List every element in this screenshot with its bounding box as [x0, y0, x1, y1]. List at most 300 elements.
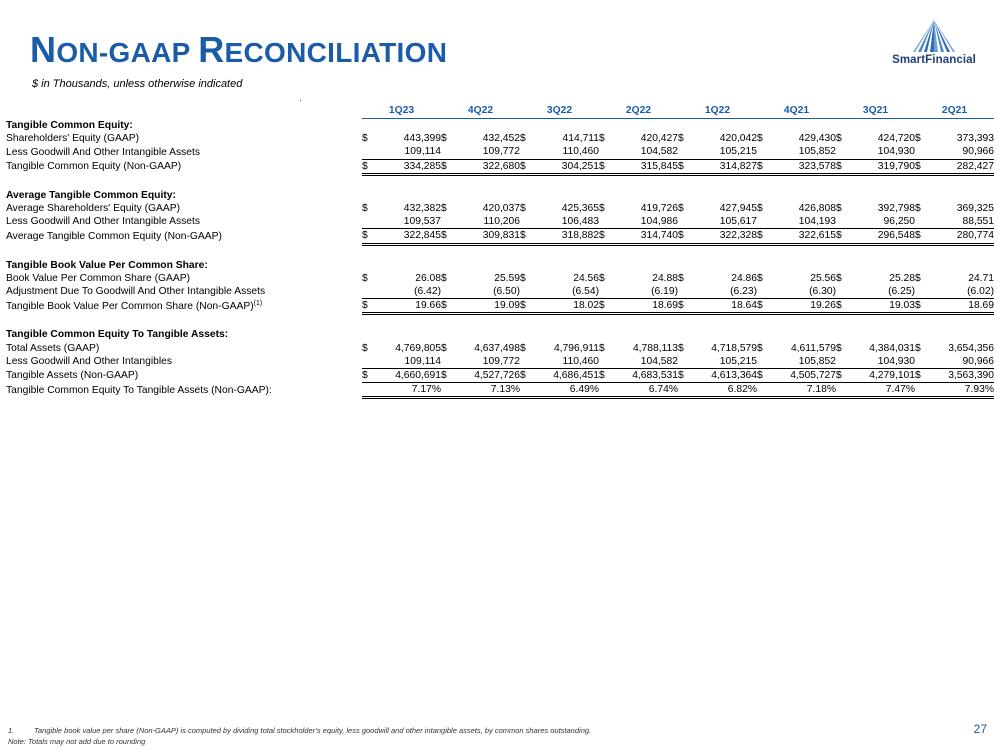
currency-symbol	[599, 285, 610, 299]
value-cell: 6.74%	[610, 383, 678, 398]
value-cell: 109,114	[373, 145, 441, 159]
column-header: 1Q23	[362, 104, 441, 119]
rounding-note: Note: Totals may not add due to rounding	[8, 737, 146, 746]
empty-cell	[836, 189, 847, 202]
value-cell: 419,726	[640, 203, 678, 214]
value-cell: 429,430	[798, 133, 836, 145]
empty-cell	[610, 189, 678, 202]
row-label-text: Total Assets (GAAP)	[6, 342, 100, 354]
currency-symbol: $	[757, 229, 768, 244]
row-label-text: Average Shareholders' Equity (GAAP)	[6, 203, 181, 214]
value-cell: 90,966	[926, 145, 994, 159]
currency-symbol	[757, 383, 768, 398]
empty-cell	[757, 328, 768, 341]
empty-cell	[915, 328, 926, 341]
section-header-row	[6, 259, 994, 272]
empty-cell	[373, 119, 441, 133]
currency-symbol: $	[441, 133, 447, 145]
value-cell: 4,769,805	[395, 342, 441, 354]
currency-symbol: $	[599, 229, 610, 244]
currency-symbol	[836, 355, 847, 369]
currency-symbol: $	[441, 203, 447, 214]
value-cell: 19.09	[452, 299, 520, 314]
currency-symbol	[678, 145, 689, 159]
value-cell: 4,279,101	[847, 369, 915, 383]
value-cell: 443,399	[403, 133, 441, 145]
empty-cell	[926, 259, 994, 272]
value-cell: 7.93%	[926, 383, 994, 398]
value-cell: (6.50)	[452, 285, 520, 299]
empty-cell	[520, 328, 531, 341]
value-cell: 88,551	[926, 215, 994, 229]
value-cell: 7.13%	[452, 383, 520, 398]
column-header: 2Q22	[599, 104, 678, 119]
currency-symbol	[362, 355, 373, 369]
section-header-row	[6, 328, 994, 341]
row-label-text: Adjustment Due To Goodwill And Other Intangible Assets	[6, 286, 266, 298]
currency-symbol: $	[599, 133, 605, 145]
currency-symbol: $	[678, 342, 684, 354]
empty-cell	[362, 119, 373, 133]
currency-symbol	[678, 215, 689, 229]
value-cell: 309,831	[452, 229, 520, 244]
currency-symbol: $	[520, 369, 531, 383]
row-label	[6, 215, 362, 229]
currency-symbol	[362, 383, 373, 398]
currency-symbol	[441, 355, 452, 369]
currency-symbol	[915, 215, 926, 229]
currency-symbol: $	[362, 369, 373, 383]
row-label	[6, 328, 362, 341]
empty-cell	[915, 119, 926, 133]
empty-cell	[373, 328, 441, 341]
empty-cell	[441, 328, 452, 341]
currency-symbol: $	[362, 203, 368, 214]
empty-cell	[520, 259, 531, 272]
row-label-text: Tangible Assets (Non-GAAP)	[6, 370, 139, 382]
value-cell: 420,037	[482, 203, 520, 214]
empty-cell	[373, 189, 441, 202]
value-cell: 369,325	[956, 203, 994, 214]
value-cell: 282,427	[926, 159, 994, 174]
value-cell: 110,206	[452, 215, 520, 229]
currency-symbol: $	[441, 229, 452, 244]
spacer-cell	[6, 174, 994, 189]
row-label-text: Less Goodwill And Other Intangibles	[6, 356, 172, 368]
value-cell: 109,772	[452, 145, 520, 159]
empty-cell	[610, 328, 678, 341]
empty-cell	[678, 119, 689, 133]
value-cell: 105,215	[689, 145, 757, 159]
table-row	[6, 342, 994, 355]
currency-symbol: $	[836, 299, 847, 314]
column-header: 4Q21	[757, 104, 836, 119]
currency-symbol: $	[520, 133, 526, 145]
currency-symbol: $	[362, 272, 368, 284]
row-label-text: Less Goodwill And Other Intangible Assets	[6, 146, 201, 158]
value-cell: 109,114	[373, 355, 441, 369]
value-cell: 24.71	[968, 272, 994, 284]
value-cell: 432,382	[403, 203, 441, 214]
currency-symbol: $	[678, 159, 689, 174]
value-cell: 19.66	[373, 299, 441, 314]
currency-symbol: $	[599, 203, 605, 214]
row-label	[6, 369, 362, 383]
footnote-marker: (1)	[253, 299, 263, 307]
table-row	[6, 132, 994, 145]
spacer-cell	[6, 244, 994, 259]
value-cell: 4,613,364	[689, 369, 757, 383]
value-cell: 414,711	[562, 133, 599, 145]
value-cell: 26.08	[415, 272, 441, 284]
currency-symbol	[362, 215, 373, 229]
page-subtitle: $ in Thousands, unless otherwise indicated	[32, 78, 243, 90]
currency-symbol: $	[836, 133, 842, 145]
value-cell: 432,452	[482, 133, 520, 145]
value-cell: 96,250	[847, 215, 915, 229]
empty-cell	[531, 119, 599, 133]
row-label-text: Shareholders' Equity (GAAP)	[6, 133, 140, 145]
currency-symbol: $	[599, 342, 605, 354]
currency-symbol: $	[678, 369, 689, 383]
value-cell: 4,660,691	[373, 369, 441, 383]
currency-symbol: $	[757, 299, 768, 314]
row-label-text: Tangible Book Value Per Common Share:	[6, 259, 208, 271]
value-cell: 4,683,531	[610, 369, 678, 383]
currency-symbol	[915, 285, 926, 299]
row-label-text: Average Tangible Common Equity:	[6, 189, 176, 201]
value-cell: 4,611,579	[790, 342, 836, 354]
currency-symbol	[757, 145, 768, 159]
empty-cell	[689, 189, 757, 202]
currency-symbol: $	[678, 229, 689, 244]
currency-symbol: $	[915, 203, 921, 214]
value-cell: 7.18%	[768, 383, 836, 398]
value-cell: 7.47%	[847, 383, 915, 398]
empty-cell	[599, 328, 610, 341]
empty-cell	[520, 189, 531, 202]
currency-symbol	[757, 215, 768, 229]
value-cell: 4,796,911	[553, 342, 599, 354]
column-header: 2Q21	[915, 104, 994, 119]
empty-cell	[373, 259, 441, 272]
empty-cell	[610, 119, 678, 133]
row-label	[6, 119, 362, 133]
row-label	[6, 259, 362, 272]
currency-symbol	[520, 383, 531, 398]
value-cell: (6.25)	[847, 285, 915, 299]
section-header-row	[6, 119, 994, 133]
row-label	[6, 272, 362, 285]
value-cell: 314,740	[610, 229, 678, 244]
column-header: 3Q22	[520, 104, 599, 119]
currency-symbol: $	[520, 159, 531, 174]
empty-cell	[926, 189, 994, 202]
value-cell: 427,945	[719, 203, 757, 214]
currency-symbol: $	[757, 369, 768, 383]
footnote-number: 1.	[8, 726, 15, 735]
value-cell: 420,427	[640, 133, 678, 145]
title-part: -GAAP	[98, 37, 199, 68]
currency-symbol: $	[362, 159, 373, 174]
spacer-row	[6, 314, 994, 329]
empty-cell	[768, 119, 836, 133]
spacer-cell	[6, 314, 994, 329]
currency-symbol	[757, 285, 768, 299]
empty-cell	[689, 259, 757, 272]
currency-symbol: $	[915, 229, 926, 244]
value-cell: 6.49%	[531, 383, 599, 398]
currency-symbol	[520, 145, 531, 159]
value-cell: 104,582	[610, 145, 678, 159]
row-label-text: Tangible Book Value Per Common Share (Non-GAAP)	[6, 300, 254, 312]
value-cell: 314,827	[689, 159, 757, 174]
logo-text: SmartFinancial	[892, 54, 976, 66]
currency-symbol: $	[757, 203, 763, 214]
value-cell: 18.69	[926, 299, 994, 314]
currency-symbol: $	[520, 203, 526, 214]
value-cell: 104,986	[610, 215, 678, 229]
currency-symbol: $	[915, 272, 921, 284]
currency-symbol	[599, 215, 610, 229]
table-row	[6, 355, 994, 369]
value-cell: 25.56	[810, 272, 836, 284]
currency-symbol: $	[520, 342, 526, 354]
value-cell: 373,393	[956, 133, 994, 145]
currency-symbol	[678, 355, 689, 369]
currency-symbol: $	[362, 133, 368, 145]
currency-symbol: $	[915, 159, 926, 174]
empty-cell	[531, 189, 599, 202]
value-cell: 425,365	[561, 203, 599, 214]
page-number: 27	[973, 722, 987, 736]
empty-cell	[441, 119, 452, 133]
currency-symbol: $	[836, 342, 842, 354]
value-cell: 322,845	[373, 229, 441, 244]
currency-symbol	[441, 145, 452, 159]
currency-symbol: $	[836, 369, 847, 383]
currency-symbol: $	[836, 159, 847, 174]
currency-symbol: $	[915, 133, 921, 145]
empty-cell	[757, 259, 768, 272]
empty-cell	[926, 328, 994, 341]
value-cell: 106,483	[531, 215, 599, 229]
empty-cell	[768, 328, 836, 341]
empty-cell	[836, 259, 847, 272]
empty-cell	[678, 328, 689, 341]
row-label	[6, 159, 362, 174]
currency-symbol: $	[441, 369, 452, 383]
table-row	[6, 145, 994, 159]
row-label	[6, 229, 362, 244]
title-part: R	[198, 29, 225, 70]
empty-cell	[452, 189, 520, 202]
value-cell: 24.86	[731, 272, 757, 284]
currency-symbol	[520, 285, 531, 299]
value-cell: 318,882	[531, 229, 599, 244]
currency-symbol	[441, 383, 452, 398]
value-cell: 3,654,356	[948, 342, 994, 354]
value-cell: 110,460	[531, 355, 599, 369]
spacer-row	[6, 244, 994, 259]
value-cell: 392,798	[877, 203, 915, 214]
currency-symbol	[599, 355, 610, 369]
currency-symbol	[915, 145, 926, 159]
currency-symbol	[836, 383, 847, 398]
mountain-logo-icon	[910, 18, 958, 54]
empty-cell	[689, 328, 757, 341]
currency-symbol	[678, 285, 689, 299]
company-logo	[878, 18, 990, 70]
currency-symbol: $	[362, 342, 368, 354]
currency-symbol: $	[441, 159, 452, 174]
reconciliation-table	[6, 104, 994, 399]
row-label	[6, 342, 362, 355]
empty-cell	[768, 259, 836, 272]
empty-cell	[362, 189, 373, 202]
section-header-row	[6, 189, 994, 202]
empty-cell	[599, 189, 610, 202]
value-cell: 4,384,031	[869, 342, 915, 354]
value-cell: 24.56	[573, 272, 599, 284]
currency-symbol: $	[678, 203, 684, 214]
currency-symbol: $	[915, 369, 926, 383]
table-row	[6, 202, 994, 215]
footnote	[8, 726, 591, 735]
header-label-cell	[6, 104, 362, 119]
empty-cell	[452, 259, 520, 272]
value-cell: 104,193	[768, 215, 836, 229]
currency-symbol: $	[757, 133, 763, 145]
table-row	[6, 299, 994, 314]
empty-cell	[915, 189, 926, 202]
empty-cell	[757, 119, 768, 133]
value-cell: 424,720	[877, 133, 915, 145]
currency-symbol: $	[362, 299, 373, 314]
currency-symbol: $	[678, 133, 684, 145]
value-cell: 24.88	[652, 272, 678, 284]
empty-cell	[768, 189, 836, 202]
title-part: N	[30, 29, 57, 70]
value-cell: 19.03	[847, 299, 915, 314]
currency-symbol: $	[915, 299, 926, 314]
currency-symbol: $	[599, 272, 605, 284]
value-cell: 4,686,451	[531, 369, 599, 383]
value-cell: 322,615	[768, 229, 836, 244]
empty-cell	[915, 259, 926, 272]
currency-symbol	[915, 383, 926, 398]
currency-symbol	[520, 355, 531, 369]
empty-cell	[599, 119, 610, 133]
value-cell: 322,680	[452, 159, 520, 174]
currency-symbol	[757, 355, 768, 369]
currency-symbol: $	[836, 272, 842, 284]
row-label	[6, 383, 362, 398]
column-header: 4Q22	[441, 104, 520, 119]
empty-cell	[599, 259, 610, 272]
title-part: ECONCILIATION	[224, 37, 448, 68]
page-title	[30, 28, 447, 75]
empty-cell	[836, 328, 847, 341]
value-cell: 323,578	[768, 159, 836, 174]
empty-cell	[531, 328, 599, 341]
column-header: 3Q21	[836, 104, 915, 119]
currency-symbol: $	[441, 342, 447, 354]
footnote-text: Tangible book value per share (Non-GAAP) is computed by dividing total stockholder’s equity, less goodwill and other intangible assets, by common shares outstanding.	[34, 726, 592, 735]
spacer-row	[6, 174, 994, 189]
value-cell: 420,042	[719, 133, 757, 145]
value-cell: 304,251	[531, 159, 599, 174]
title-part: ON	[56, 37, 99, 68]
value-cell: (6.02)	[926, 285, 994, 299]
value-cell: 25.59	[494, 272, 520, 284]
value-cell: 4,527,726	[452, 369, 520, 383]
table-row	[6, 229, 994, 244]
empty-cell	[847, 119, 915, 133]
empty-cell	[362, 259, 373, 272]
value-cell: 319,790	[847, 159, 915, 174]
empty-cell	[847, 328, 915, 341]
value-cell: (6.19)	[610, 285, 678, 299]
row-label-text: Tangible Common Equity To Tangible Assets:	[6, 329, 229, 341]
value-cell: 7.17%	[373, 383, 441, 398]
value-cell: 18.69	[610, 299, 678, 314]
currency-symbol: $	[915, 342, 921, 354]
row-label-text: Tangible Common Equity To Tangible Assets (Non-GAAP):	[6, 384, 272, 396]
currency-symbol: $	[757, 342, 763, 354]
currency-symbol	[362, 145, 373, 159]
currency-symbol: $	[678, 272, 684, 284]
empty-cell	[678, 189, 689, 202]
value-cell: 426,808	[798, 203, 836, 214]
value-cell: 18.64	[689, 299, 757, 314]
currency-symbol: $	[757, 159, 768, 174]
value-cell: (6.23)	[689, 285, 757, 299]
value-cell: 4,505,727	[768, 369, 836, 383]
empty-cell	[836, 119, 847, 133]
value-cell: 19.26	[768, 299, 836, 314]
table-row	[6, 285, 994, 299]
table-row	[6, 159, 994, 174]
value-cell: 6.82%	[689, 383, 757, 398]
empty-cell	[441, 189, 452, 202]
row-label-text: Book Value Per Common Share (GAAP)	[6, 272, 191, 284]
currency-symbol: $	[441, 299, 452, 314]
value-cell: 18.02	[531, 299, 599, 314]
row-label	[6, 299, 362, 314]
empty-cell	[520, 119, 531, 133]
row-label-text: Average Tangible Common Equity (Non-GAAP)	[6, 230, 222, 242]
table-row	[6, 369, 994, 383]
value-cell: 3,563,390	[926, 369, 994, 383]
currency-symbol: $	[520, 229, 531, 244]
currency-symbol	[836, 145, 847, 159]
currency-symbol: $	[599, 299, 610, 314]
value-cell: (6.30)	[768, 285, 836, 299]
currency-symbol: $	[520, 272, 526, 284]
value-cell: 315,845	[610, 159, 678, 174]
row-label-text: Tangible Common Equity:	[6, 119, 133, 131]
value-cell: 4,637,498	[474, 342, 520, 354]
row-label	[6, 145, 362, 159]
value-cell: 296,548	[847, 229, 915, 244]
currency-symbol: $	[599, 159, 610, 174]
value-cell: 90,966	[926, 355, 994, 369]
row-label-text: Tangible Common Equity (Non-GAAP)	[6, 161, 182, 173]
table-row	[6, 215, 994, 229]
row-label	[6, 202, 362, 215]
value-cell: 104,930	[847, 145, 915, 159]
